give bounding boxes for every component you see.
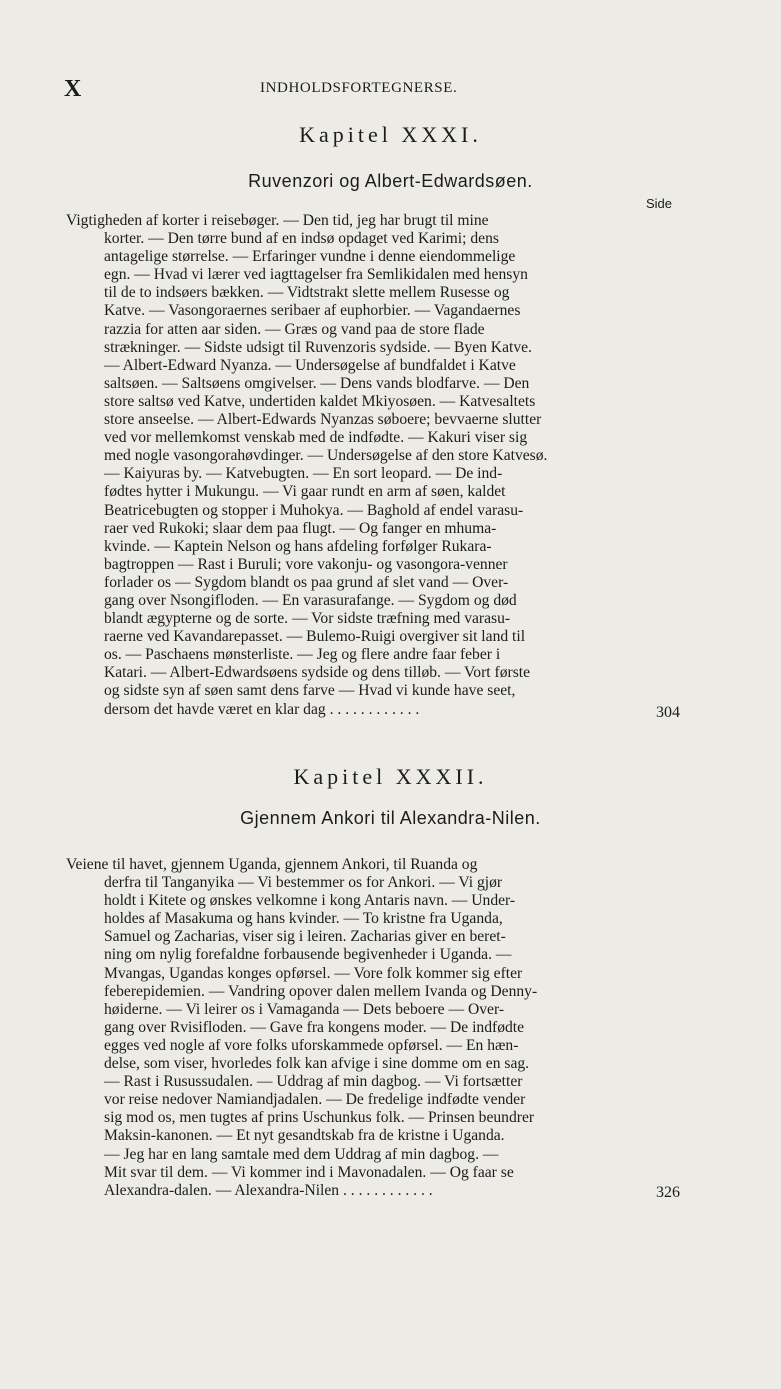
- summary-line: og sidste syn af søen samt dens farve — Hvad vi kunde have seet,: [104, 682, 516, 700]
- chapter-31-title: Kapitel XXXI.: [299, 122, 482, 147]
- dot-leader: . . . . . . . . . . . .: [325, 700, 420, 718]
- summary-line: delse, som viser, hvorledes folk kan afvige i sine domme om en sag.: [104, 1055, 530, 1073]
- summary-line: raer ved Rukoki; slaar dem paa flugt. — Og fanger en mhuma-: [104, 519, 497, 537]
- chapter-31-page-number: 304: [656, 704, 680, 721]
- summary-line: os. — Paschaens mønsterliste. — Jeg og flere andre faar feber i: [104, 646, 501, 664]
- summary-line: kvinde. — Kaptein Nelson og hans afdeling forfølger Rukara-: [104, 537, 492, 555]
- summary-line: holdt i Kitete og ønskes velkomne i kong Antaris navn. — Under-: [104, 892, 516, 910]
- summary-line: — Rast i Rusussudalen. — Uddrag af min dagbog. — Vi fortsætter: [104, 1073, 523, 1091]
- summary-line: gang over Rvisifloden. — Gave fra kongens moder. — De indfødte: [104, 1018, 525, 1036]
- chapter-32-title: Kapitel XXXII.: [293, 764, 488, 789]
- summary-line: — Kaiyuras by. — Katvebugten. — En sort leopard. — De ind-: [104, 465, 503, 483]
- summary-line: til de to indsøers bækken. — Vidtstrakt slette mellem Rusesse og: [104, 284, 510, 302]
- summary-line: Mit svar til dem. — Vi kommer ind i Mavonadalen. — Og faar se: [104, 1163, 514, 1181]
- summary-line: forlader os — Sygdom blandt os paa grund af slet vand — Over-: [104, 573, 509, 591]
- summary-line: strækninger. — Sidste udsigt til Ruvenzoris sydside. — Byen Katve.: [104, 338, 532, 356]
- chapter-32-page-number: 326: [656, 1184, 680, 1201]
- summary-line: Alexandra-dalen. — Alexandra-Nilen . . . . . . . . . . . .: [104, 1181, 433, 1199]
- summary-line: gang over Nsongifloden. — En varasurafange. — Sygdom og død: [104, 591, 517, 609]
- side-column-label: Side: [646, 196, 673, 211]
- summary-line: raerne ved Kavandarepasset. — Bulemo-Ruigi overgiver sit land til: [104, 628, 526, 646]
- summary-line: Maksin-kanonen. — Et nyt gesandtskab fra de kristne i Uganda.: [104, 1127, 505, 1145]
- summary-line: sig mod os, men tugtes af prins Uschunkus folk. — Prinsen beundrer: [104, 1109, 535, 1127]
- summary-line: — Jeg har en lang samtale med dem Uddrag af min dagbog. —: [104, 1145, 499, 1163]
- summary-line: — Albert-Edward Nyanza. — Undersøgelse af bundfaldet i Katve: [104, 356, 516, 374]
- chapter-31-summary: [66, 212, 644, 719]
- summary-line: med nogle vasongorahøvdinger. — Undersøgelse af den store Katvesø.: [104, 447, 548, 465]
- summary-line: ved vor mellemkomst venskab med de indfødte. — Kakuri viser sig: [104, 429, 528, 447]
- chapter-31-subtitle: Ruvenzori og Albert-Edwardsøen.: [248, 171, 533, 191]
- summary-line: vor reise nedover Namiandjadalen. — De fredelige indfødte vender: [104, 1091, 526, 1109]
- summary-line: dersom det havde været en klar dag . . . . . . . . . . . .: [104, 700, 420, 718]
- summary-line: antagelige størrelse. — Erfaringer vundne i denne eiendommelige: [104, 248, 516, 266]
- summary-line: Beatricebugten og stopper i Muhokya. — Baghold af endel varasu-: [104, 501, 524, 519]
- summary-line: egn. — Hvad vi lærer ved iagttagelser fra Semlikidalen med hensyn: [104, 266, 528, 284]
- chapter-32-subtitle: Gjennem Ankori til Alexandra-Nilen.: [240, 808, 541, 828]
- summary-line: Veiene til havet, gjennem Uganda, gjennem Ankori, til Ruanda og: [66, 856, 478, 873]
- summary-line: saltsøen. — Saltsøens omgivelser. — Dens vands blodfarve. — Den: [104, 374, 530, 392]
- summary-line: bagtroppen — Rast i Buruli; vore vakonju- og vasongora-venner: [104, 555, 508, 573]
- summary-line: derfra til Tanganyika — Vi bestemmer os for Ankori. — Vi gjør: [104, 874, 503, 892]
- summary-line: blandt ægypterne og de sorte. — Vor sidste træfning med varasu-: [104, 610, 511, 628]
- summary-line: korter. — Den tørre bund af en indsø opdaget ved Karimi; dens: [104, 230, 499, 248]
- summary-line: Katve. — Vasongoraernes seribaer af euphorbier. — Vagandaernes: [104, 302, 521, 320]
- summary-line: Mvangas, Ugandas konges opførsel. — Vore folk kommer sig efter: [104, 964, 523, 982]
- summary-line: store anseelse. — Albert-Edwards Nyanzas søboere; bevvaerne slutter: [104, 411, 542, 429]
- summary-line: Samuel og Zacharias, viser sig i leiren. Zacharias giver en beret-: [104, 928, 506, 946]
- summary-line: razzia for atten aar siden. — Græs og vand paa de store flade: [104, 320, 485, 338]
- running-title: INDHOLDSFORTEGNERSE.: [260, 80, 458, 96]
- summary-line: store saltsø ved Katve, undertiden kaldet Mkiyosøen. — Katvesaltets: [104, 392, 536, 410]
- summary-line: holdes af Masakuma og hans kvinder. — To kristne fra Uganda,: [104, 910, 503, 928]
- summary-line: fødtes hytter i Mukungu. — Vi gaar rundt en arm af søen, kaldet: [104, 483, 506, 501]
- summary-line: ning om nylig forefaldne forbausende begivenheder i Uganda. —: [104, 946, 512, 964]
- summary-line: feberepidemien. — Vandring opover dalen mellem Ivanda og Denny-: [104, 982, 538, 1000]
- chapter-32-summary: [66, 856, 644, 1200]
- summary-line: egges ved nogle af vore folks uforskammede opførsel. — En hæn-: [104, 1036, 519, 1054]
- summary-line: høiderne. — Vi leirer os i Vamaganda — Dets beboere — Over-: [104, 1000, 505, 1018]
- summary-line: Vigtigheden af korter i reisebøger. — Den tid, jeg har brugt til mine: [66, 212, 489, 229]
- page-roman-numeral: X: [64, 76, 83, 102]
- summary-line: Katari. — Albert-Edwardsøens sydside og dens tilløb. — Vort første: [104, 664, 531, 682]
- dot-leader: . . . . . . . . . . . .: [339, 1181, 433, 1199]
